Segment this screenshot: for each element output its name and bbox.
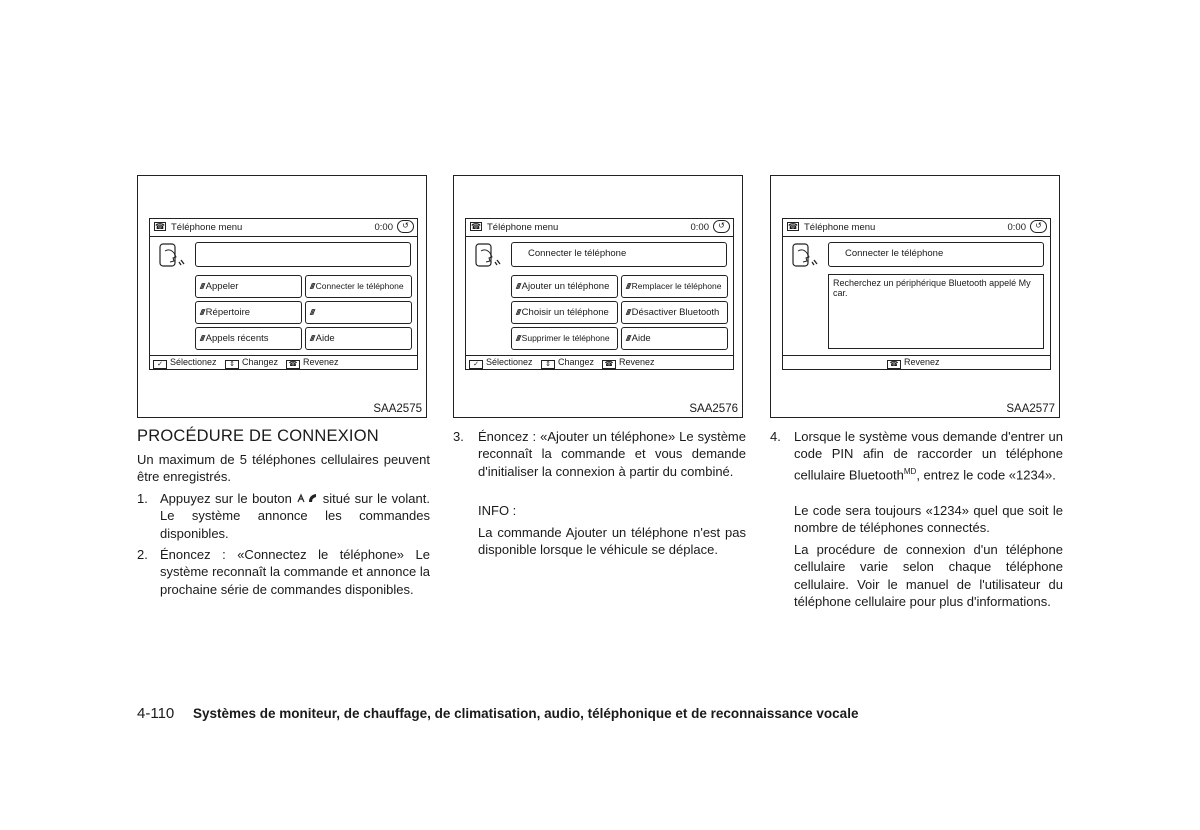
step-1-text: Appuyez sur le bouton situé sur le volant. Le système annonce les commandes disponibles.: [160, 491, 430, 541]
chapter-title: Systèmes de moniteur, de chauffage, de climatisation, audio, téléphonique et de reconnaissance vocale: [193, 706, 859, 721]
select-icon: ✓: [469, 360, 483, 369]
help-button[interactable]: /// Aide: [305, 327, 412, 350]
step-2-text: Énoncez : «Connectez le téléphone» Le système reconnaît la commande et annonce la prochaine série de commandes disponibles.: [160, 547, 430, 597]
steering-voice-button-icon: [296, 492, 318, 504]
back-icon[interactable]: ↺: [397, 220, 414, 233]
figure-code: SAA2575: [373, 403, 422, 415]
voice-icon: ///: [310, 308, 314, 317]
voice-icon: ///: [310, 334, 314, 343]
disable-bluetooth-button[interactable]: /// Désactiver Bluetooth: [621, 301, 728, 324]
info-text: La commande Ajouter un téléphone n'est pas disponible lorsque le véhicule se déplace.: [478, 525, 746, 558]
back-icon[interactable]: ↺: [1030, 220, 1047, 233]
voice-face-icon: [475, 243, 501, 271]
screen-title-bar: [783, 219, 1050, 237]
screen-bottom-bar: ✓ Sélectionez ⇕ Changez ☎ Revenez: [150, 355, 417, 369]
help-button[interactable]: /// Aide: [621, 327, 728, 350]
voice-icon: ///: [626, 334, 630, 343]
screen-title: Téléphone menu: [804, 222, 876, 233]
figure-code: SAA2577: [1006, 403, 1055, 415]
step-4-text: Lorsque le système vous demande d'entrer un code PIN afin de raccorder un téléphone cellulaire Bluetooth$^{MD}$, entrez le code «1234».: [794, 429, 1063, 482]
step-number: 4.: [770, 429, 781, 444]
phone-icon: ☎: [155, 222, 165, 231]
voice-face-icon: [159, 243, 185, 271]
hangup-icon: ☎: [602, 360, 616, 369]
voice-command-field: Connecter le téléphone: [511, 242, 727, 267]
hangup-icon: ☎: [887, 360, 901, 369]
updown-icon: ⇕: [225, 360, 239, 369]
voice-command-field: [195, 242, 411, 267]
step-number: 2.: [137, 547, 148, 562]
updown-icon: ⇕: [541, 360, 555, 369]
delete-phone-button[interactable]: /// Supprimer le téléphone: [511, 327, 618, 350]
screen-title: Téléphone menu: [171, 222, 243, 233]
voice-icon: ///: [516, 334, 520, 343]
phone-icon: ☎: [788, 222, 798, 231]
step-number: 1.: [137, 491, 148, 506]
phone-icon: ☎: [471, 222, 481, 231]
directory-button[interactable]: /// Répertoire: [195, 301, 302, 324]
connect-phone-screen: [465, 218, 734, 370]
voice-icon: ///: [626, 308, 630, 317]
voice-icon: ///: [626, 282, 630, 291]
screen-time: 0:00: [690, 222, 709, 233]
screen-bottom-bar: ✓ Sélectionez ⇕ Changez ☎ Revenez: [466, 355, 733, 369]
screen-time: 0:00: [1007, 222, 1026, 233]
procedure-note: La procédure de connexion d'un téléphone cellulaire varie selon chaque téléphone cellulaire. Voir le manuel de l'utilisateur du téléphone cellulaire pour plus d'informations.: [794, 542, 1063, 609]
phone-menu-screen: [149, 218, 418, 370]
bluetooth-search-screen: [782, 218, 1051, 370]
info-label: INFO :: [478, 503, 517, 518]
step-number: 3.: [453, 429, 464, 444]
figure-saa2576: [453, 175, 743, 418]
screen-bottom-bar: ☎ Revenez: [783, 355, 1050, 369]
voice-icon: ///: [200, 282, 204, 291]
add-phone-button[interactable]: /// Ajouter un téléphone: [511, 275, 618, 298]
screen-title-bar: [466, 219, 733, 237]
figure-saa2577: [770, 175, 1060, 418]
intro-paragraph: Un maximum de 5 téléphones cellulaires peuvent être enregistrés.: [137, 452, 430, 485]
voice-icon: ///: [310, 282, 314, 291]
select-icon: ✓: [153, 360, 167, 369]
back-icon[interactable]: ↺: [713, 220, 730, 233]
empty-button[interactable]: [305, 301, 412, 324]
voice-icon: ///: [516, 308, 520, 317]
replace-phone-button[interactable]: /// Remplacer le téléphone: [621, 275, 728, 298]
voice-icon: ///: [200, 334, 204, 343]
figure-code: SAA2576: [689, 403, 738, 415]
step-3-text: Énoncez : «Ajouter un téléphone» Le système reconnaît la commande et vous demande d'initialiser la connexion à partir du combiné.: [478, 429, 746, 479]
screen-title-bar: [150, 219, 417, 237]
recent-calls-button[interactable]: /// Appels récents: [195, 327, 302, 350]
call-button[interactable]: /// Appeler: [195, 275, 302, 298]
voice-face-icon: [792, 243, 818, 271]
section-heading: PROCÉDURE DE CONNEXION: [137, 427, 379, 445]
bluetooth-search-message: Recherchez un périphérique Bluetooth appelé My car.: [828, 274, 1044, 349]
voice-icon: ///: [200, 308, 204, 317]
hangup-icon: ☎: [286, 360, 300, 369]
screen-time: 0:00: [374, 222, 393, 233]
page-number: 4-110: [137, 705, 175, 722]
pin-code-note: Le code sera toujours «1234» quel que soit le nombre de téléphones connectés.: [794, 503, 1063, 536]
voice-command-field: Connecter le téléphone: [828, 242, 1044, 267]
voice-icon: ///: [516, 282, 520, 291]
choose-phone-button[interactable]: /// Choisir un téléphone: [511, 301, 618, 324]
screen-title: Téléphone menu: [487, 222, 559, 233]
figure-saa2575: [137, 175, 427, 418]
connect-phone-button[interactable]: /// Connecter le téléphone: [305, 275, 412, 298]
